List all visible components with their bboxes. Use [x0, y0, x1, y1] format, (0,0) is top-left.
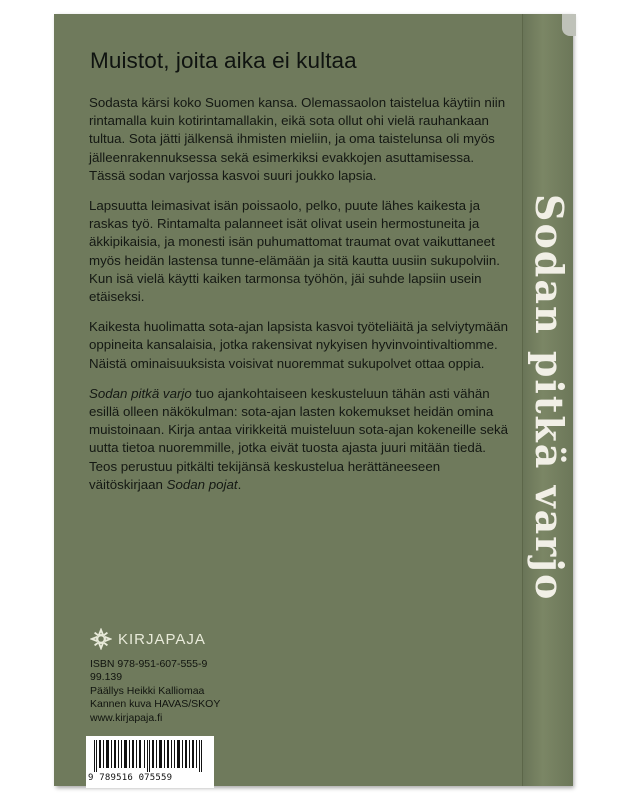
blurb-paragraph-4 — [89, 385, 509, 494]
blurb-paragraph-4-end: . — [237, 476, 242, 492]
blurb-paragraph-2: Lapsuutta leimasivat isän poissaolo, pelko, puute lähes kaikesta ja raskas työ. Rintamalta palanneet isät olivat usein hermostuneita ja äkkipikaisia, ja monesti isän puhumattomat traumat ovat vaikuttaneet myös heidän lastensa tunne-elämään ja sitä kautta uusiin sukupolviin. Kun isä vielä käytti kaiken tarmonsa työhön, jäi suhde lapsiin usein etäiseksi. — [89, 198, 500, 305]
cover-heading: Muistot, joita aika ei kultaa — [90, 48, 357, 73]
info-line: www.kirjapaja.fi — [90, 711, 163, 724]
barcode-number: 9 789516 075559 — [88, 773, 173, 783]
publisher-name: KIRJAPAJA — [118, 630, 206, 648]
spine-title: Sodan pitkä varjo — [527, 194, 572, 602]
barcode-icon — [92, 740, 208, 772]
info-line: Päällys Heikki Kalliomaa — [90, 684, 205, 697]
book-title-italic: Sodan pitkä varjo — [89, 385, 192, 401]
blurb-paragraph-1: Sodasta kärsi koko Suomen kansa. Olemassaolon taistelua käytiin niin rintamalla kuin kotirintamallakin, eikä sota ollut ohi vielä rauhankaan tultua. Sota jätti jälkensä ihmisten mieliin, ja oma taistelunsa oli myös jälleenrakennuksessa sekä esimerkiksi evakkojen asuttamisessa. Tässä sodan varjossa kasvoi suuri joukko lapsia. — [89, 95, 506, 183]
info-line: 99.139 — [90, 671, 123, 684]
blurb-paragraph-3: Kaikesta huolimatta sota-ajan lapsista kasvoi työteliäitä ja selviytymään oppineita kansalaisia, jotka rakensivat nykyisen hyvinvointivaltiomme. Näistä ominaisuuksista voisivat nuoremmat sukupolvet ottaa oppia. — [89, 319, 509, 371]
info-line: ISBN 978-951-607-555-9 — [90, 658, 208, 670]
publication-info — [90, 658, 220, 725]
barcode-label — [86, 736, 214, 788]
book-back-cover — [54, 14, 572, 786]
blurb-text — [89, 94, 509, 506]
publisher-logo — [90, 628, 206, 650]
dissertation-title-italic: Sodan pojat — [166, 476, 238, 492]
publisher-star-icon — [90, 628, 112, 650]
corner-wear — [562, 14, 576, 36]
info-line: Kannen kuva HAVAS/SKOY — [90, 698, 221, 711]
blurb-paragraph-4-text: tuo ajankohtaiseen keskusteluun tähän asti vähän esillä olleen näkökulman: sota-ajan lasten kokemukset heidän omina muistoinaan. Kirja antaa virikkeitä muisteluun sota-ajan kokeneille sekä uutta tietoa nuoremmille, jotka eivät tuosta ajasta juuri mitään tiedä. Teos perustuu pitkälti tekijänsä keskustelua herättäneeseen väitöskirjaan — [89, 385, 509, 492]
